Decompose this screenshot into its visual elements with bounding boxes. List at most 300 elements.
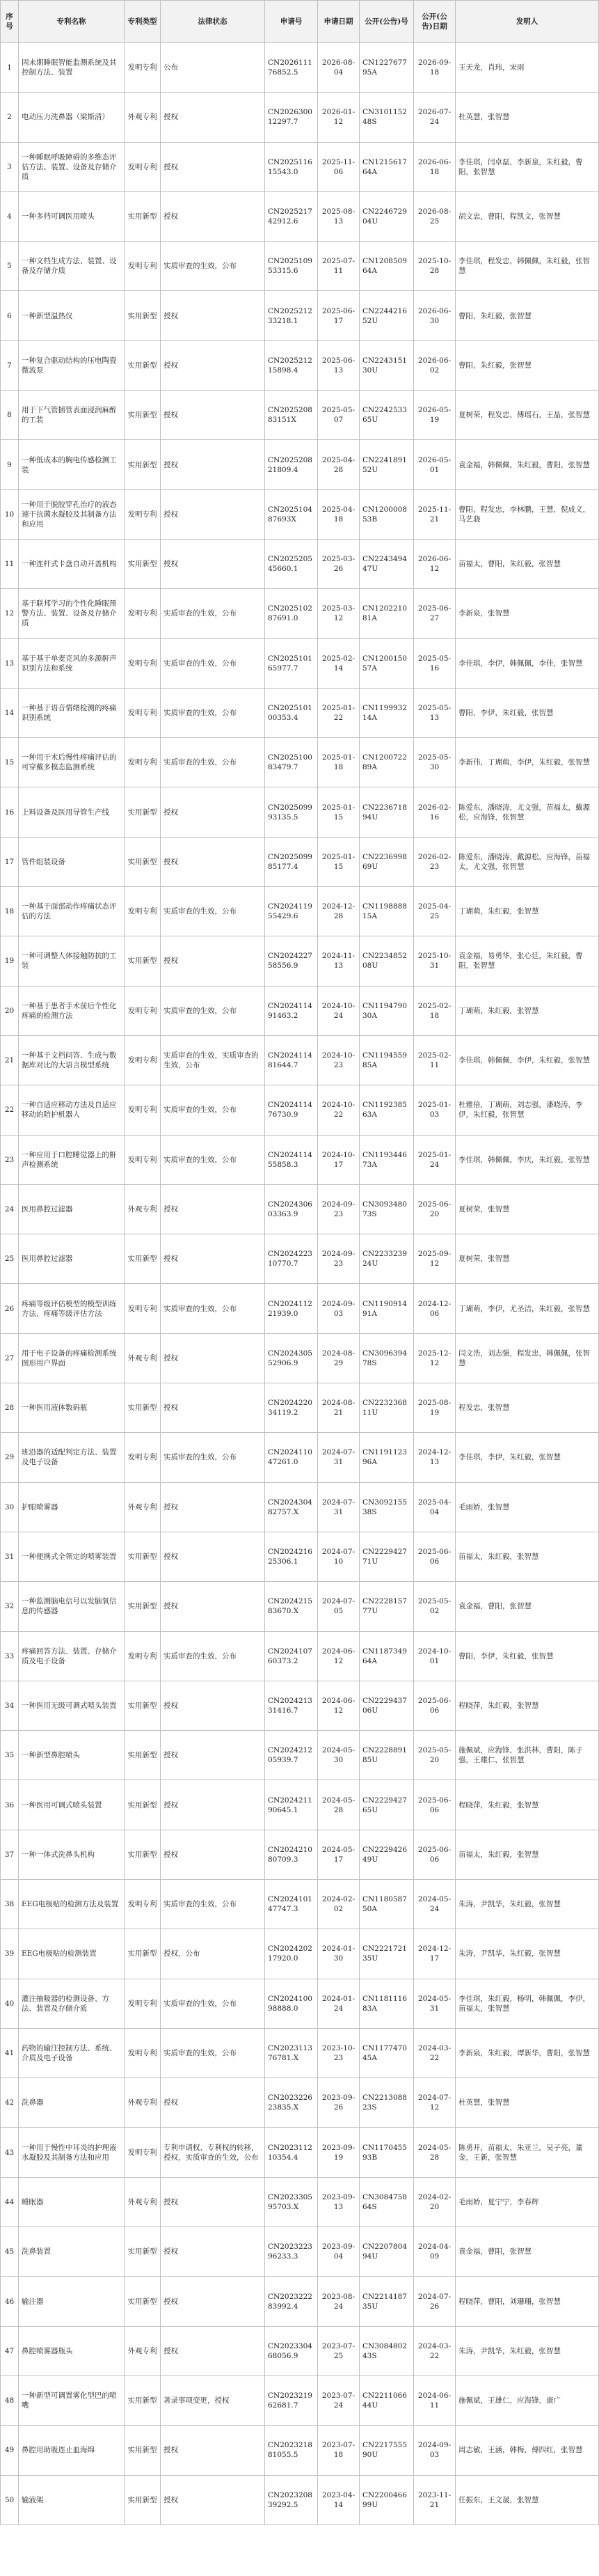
row-index-cell: 40 [1, 1979, 19, 2028]
table-row [1, 1582, 599, 1631]
publication-date-cell: 2025-01-24 [414, 1135, 456, 1184]
publication-number-cell: CN224315130U [360, 340, 414, 390]
legal-status-cell: 授权 [161, 489, 265, 539]
table-row [1, 1333, 599, 1383]
application-date-cell: 2023-07-24 [318, 2375, 360, 2425]
publication-date-cell: 2026-05-01 [414, 440, 456, 489]
publication-date-cell: 2025-05-16 [414, 638, 456, 688]
table-row [1, 887, 599, 936]
patent-type-cell: 实用新型 [125, 1234, 161, 1284]
publication-number-cell: CN223236811U [360, 1383, 414, 1433]
table-row [1, 2227, 599, 2277]
patent-name-cell: 固未期睡眠智能监测系统及其控制方法、装置 [19, 43, 125, 93]
application-number-cell: CN202509993135.5 [265, 787, 318, 837]
patent-type-cell: 实用新型 [125, 1532, 161, 1581]
legal-status-cell: 授权 [161, 1383, 265, 1433]
publication-date-cell: 2024-12-13 [414, 1433, 456, 1482]
publication-date-cell: 2025-12-12 [414, 1333, 456, 1383]
legal-status-cell: 授权 [161, 2078, 265, 2128]
patent-name-cell: 一种基于面部动作疼痛状态评估的方法 [19, 887, 125, 936]
table-row [1, 1631, 599, 1681]
legal-status-cell: 授权 [161, 1532, 265, 1581]
patent-name-cell: 上料设备及医用导管生产线 [19, 787, 125, 837]
patent-name-cell: 输注器 [19, 2277, 125, 2326]
patent-name-cell: 基于基于单麦克风的多源鼾声识别方法和系统 [19, 638, 125, 688]
publication-date-cell: 2023-11-21 [414, 2475, 456, 2524]
application-number-cell: CN202421080709.3 [265, 1830, 318, 1879]
legal-status-cell: 专利申请权、专利权的转移，授权，实质审查的生效，公布 [161, 2128, 265, 2177]
patent-name-cell: 一种便携式全领定的喷雾装置 [19, 1532, 125, 1581]
inventors-cell: 苗福太，朱红毅，张智慧 [456, 1830, 599, 1879]
publication-date-cell: 2024-04-09 [414, 2227, 456, 2277]
application-date-cell: 2024-09-03 [318, 1284, 360, 1333]
publication-number-cell: CN120072289A [360, 738, 414, 787]
publication-number-cell: CN222943706U [360, 1681, 414, 1730]
application-date-cell: 2023-07-25 [318, 2326, 360, 2375]
publication-number-cell: CN309639478S [360, 1333, 414, 1383]
row-index-cell: 28 [1, 1383, 19, 1433]
row-index-cell: 8 [1, 391, 19, 440]
publication-number-cell: CN119479030A [360, 986, 414, 1035]
patent-name-cell: 疼痛等级评估模型的模型训练方法、疼痛等级评估方法 [19, 1284, 125, 1333]
publication-date-cell: 2026-09-18 [414, 43, 456, 93]
table-row [1, 1433, 599, 1482]
row-index-cell: 31 [1, 1532, 19, 1581]
row-index-cell: 45 [1, 2227, 19, 2277]
legal-status-cell: 实质审查的生效，公布 [161, 688, 265, 737]
application-number-cell: CN202421190645.1 [265, 1780, 318, 1830]
patent-name-cell: 用于电子设备的疼痛检测系统图形用户界面 [19, 1333, 125, 1383]
patent-name-cell: 管件组装设备 [19, 837, 125, 886]
publication-number-cell: CN223485208U [360, 936, 414, 986]
application-date-cell: 2024-09-23 [318, 1234, 360, 1284]
row-index-cell: 42 [1, 2078, 19, 2128]
publication-number-cell: CN117747045A [360, 2028, 414, 2078]
application-number-cell: CN202630012297.7 [265, 93, 318, 142]
inventors-cell: 毛雨娇，夏宁宁，李春辉 [456, 2177, 599, 2226]
application-number-cell: CN202430603363.9 [265, 1184, 318, 1234]
table-row [1, 43, 599, 93]
publication-date-cell: 2024-05-24 [414, 1879, 456, 1929]
row-index-cell: 17 [1, 837, 19, 886]
patent-type-cell: 发明专利 [125, 1035, 161, 1085]
publication-number-cell: CN224349447U [360, 539, 414, 588]
legal-status-cell: 授权 [161, 2426, 265, 2475]
table-row [1, 1780, 599, 1830]
publication-date-cell: 2024-09-03 [414, 2426, 456, 2475]
patent-type-cell: 实用新型 [125, 1731, 161, 1780]
publication-date-cell: 2026-06-12 [414, 539, 456, 588]
table-row [1, 1482, 599, 1532]
table-row [1, 2128, 599, 2177]
table-row [1, 242, 599, 291]
table-body [1, 43, 599, 2525]
inventors-cell: 夏树荣，程发忠，傅瑶石，王晶，张智慧 [456, 391, 599, 440]
table-row [1, 93, 599, 142]
application-number-cell: CN202520545660.1 [265, 539, 318, 588]
legal-status-cell: 授权 [161, 1731, 265, 1780]
publication-date-cell: 2024-05-28 [414, 2128, 456, 2177]
inventors-cell: 李佳琪，闫卓磊，李新泉，朱红毅，曹阳，张智慧 [456, 142, 599, 191]
application-date-cell: 2025-07-11 [318, 242, 360, 291]
legal-status-cell: 授权 [161, 2277, 265, 2326]
patent-type-cell: 发明专利 [125, 638, 161, 688]
row-index-cell: 35 [1, 1731, 19, 1780]
publication-date-cell: 2024-12-17 [414, 1929, 456, 1979]
legal-status-cell: 实质审查的生效，公布 [161, 242, 265, 291]
publication-number-cell: CN221755590U [360, 2426, 414, 2475]
application-number-cell: CN202521215898.4 [265, 340, 318, 390]
patent-name-cell: 疼痛回答方法、装置、存储介质及电子设备 [19, 1631, 125, 1681]
application-date-cell: 2023-07-18 [318, 2426, 360, 2475]
application-number-cell: CN202422758556.9 [265, 936, 318, 986]
application-number-cell: CN202521742912.6 [265, 191, 318, 241]
row-index-cell: 12 [1, 589, 19, 638]
table-row [1, 1731, 599, 1780]
inventors-cell: 丁瑚萌，李伊，尤圣洁，朱红毅，张智慧 [456, 1284, 599, 1333]
patent-type-cell: 发明专利 [125, 688, 161, 737]
application-date-cell: 2024-10-24 [318, 986, 360, 1035]
table-row [1, 2277, 599, 2326]
patent-name-cell: EEG电极贴的检测方法及装置 [19, 1879, 125, 1929]
application-date-cell: 2025-04-28 [318, 440, 360, 489]
table-row [1, 2028, 599, 2078]
legal-status-cell: 授权 [161, 2227, 265, 2277]
legal-status-cell: 实质审查的生效，公布 [161, 1979, 265, 2028]
application-number-cell: CN202510100353.4 [265, 688, 318, 737]
row-index-cell: 50 [1, 2475, 19, 2524]
application-number-cell: CN202410147747.3 [265, 1879, 318, 1929]
inventors-cell: 李佳琪，韩佩佩，李庆，朱红毅，张智慧 [456, 1135, 599, 1184]
inventors-cell: 李佳琪，李伊，朱红毅，张智慧 [456, 1433, 599, 1482]
patent-name-cell: 一种基于文档问答、生成与数据库对比的大语言模型系统 [19, 1035, 125, 1085]
application-date-cell: 2025-05-07 [318, 391, 360, 440]
inventors-cell: 曹阳，朱红毅，张智慧 [456, 340, 599, 390]
publication-number-cell: CN119344673A [360, 1135, 414, 1184]
application-date-cell: 2026-01-12 [318, 93, 360, 142]
patent-name-cell: 护眼喷雾器 [19, 1482, 125, 1532]
patent-type-cell: 实用新型 [125, 340, 161, 390]
publication-date-cell: 2025-08-19 [414, 1383, 456, 1433]
table-row [1, 1929, 599, 1979]
row-index-cell: 27 [1, 1333, 19, 1383]
publication-date-cell: 2025-05-13 [414, 688, 456, 737]
row-index-cell: 49 [1, 2426, 19, 2475]
patent-name-cell: 基于联邦学习的个性化睡眠预警方法、装置、设备及存储介质 [19, 589, 125, 638]
application-number-cell: CN202430482757.X [265, 1482, 318, 1532]
header-row [1, 1, 599, 43]
inventors-cell: 陈爱东，潘晓涛，尤文强，苗福太，戴源松，应海锋，张智慧 [456, 787, 599, 837]
row-index-cell: 48 [1, 2375, 19, 2425]
patent-type-cell: 实用新型 [125, 2227, 161, 2277]
patent-type-cell: 发明专利 [125, 43, 161, 93]
legal-status-cell: 授权 [161, 142, 265, 191]
table-row [1, 191, 599, 241]
header-patent-name: 专利名称 [19, 1, 125, 43]
publication-date-cell: 2026-08-25 [414, 191, 456, 241]
inventors-cell: 杜雅倍，丁瑚萌，刘志强，潘晓涛，李伊，朱红毅，张智慧 [456, 1085, 599, 1135]
application-number-cell: CN202422034119.2 [265, 1383, 318, 1433]
application-date-cell: 2024-07-10 [318, 1532, 360, 1581]
application-number-cell: CN202330595703.X [265, 2177, 318, 2226]
inventors-cell: 夏树荣，张智慧 [456, 1184, 599, 1234]
publication-number-cell: CN122767795A [360, 43, 414, 93]
legal-status-cell: 实质审查的生效，公布 [161, 887, 265, 936]
publication-date-cell: 2025-05-20 [414, 1731, 456, 1780]
application-date-cell: 2025-06-13 [318, 340, 360, 390]
row-index-cell: 3 [1, 142, 19, 191]
application-date-cell: 2024-06-12 [318, 1631, 360, 1681]
publication-date-cell: 2025-10-28 [414, 242, 456, 291]
legal-status-cell: 授权 [161, 1234, 265, 1284]
patent-name-cell: 一种医用可调式喷头装置 [19, 1780, 125, 1830]
table-row [1, 1532, 599, 1581]
inventors-cell: 周志敏，王涵，韩梅，傅四红，张智慧 [456, 2426, 599, 2475]
patent-type-cell: 发明专利 [125, 738, 161, 787]
patent-name-cell: 一种连杆式卡盘自动开盖机构 [19, 539, 125, 588]
application-date-cell: 2024-02-02 [318, 1879, 360, 1929]
patent-type-cell: 外观专利 [125, 2177, 161, 2226]
application-number-cell: CN202411476730.9 [265, 1085, 318, 1135]
publication-number-cell: CN309215538S [360, 1482, 414, 1532]
application-date-cell: 2023-09-26 [318, 2078, 360, 2128]
publication-number-cell: CN224253365U [360, 391, 414, 440]
application-number-cell: CN202411221939.0 [265, 1284, 318, 1333]
publication-number-cell: CN119091491A [360, 1284, 414, 1333]
application-number-cell: CN202510083479.7 [265, 738, 318, 787]
patent-name-cell: 一种基于语音情绪检测的疼痛识别系统 [19, 688, 125, 737]
publication-number-cell: CN120850964A [360, 242, 414, 291]
patent-name-cell: 睡眠器 [19, 2177, 125, 2226]
application-number-cell: CN202320839292.5 [265, 2475, 318, 2524]
application-number-cell: CN202411481644.7 [265, 1035, 318, 1085]
application-date-cell: 2025-03-26 [318, 539, 360, 588]
inventors-cell: 朱涛，尹凯华，朱红毅，张智慧 [456, 1929, 599, 1979]
publication-number-cell: CN222942765U [360, 1780, 414, 1830]
application-date-cell: 2024-05-30 [318, 1731, 360, 1780]
inventors-cell: 曹阳，程发忠，李林鹏，王慧，倪成义，马艺骁 [456, 489, 599, 539]
legal-status-cell: 授权 [161, 291, 265, 340]
application-number-cell: CN202510953315.6 [265, 242, 318, 291]
publication-date-cell: 2024-06-11 [414, 2375, 456, 2425]
legal-status-cell: 实质审查的生效，公布 [161, 738, 265, 787]
publication-date-cell: 2024-07-26 [414, 2277, 456, 2326]
application-date-cell: 2023-09-19 [318, 2128, 360, 2177]
application-number-cell: CN202411455858.3 [265, 1135, 318, 1184]
row-index-cell: 21 [1, 1035, 19, 1085]
row-index-cell: 37 [1, 1830, 19, 1879]
publication-date-cell: 2024-03-22 [414, 2028, 456, 2078]
publication-date-cell: 2026-06-02 [414, 340, 456, 390]
patent-type-cell: 发明专利 [125, 1433, 161, 1482]
publication-number-cell: CN120000853B [360, 489, 414, 539]
row-index-cell: 10 [1, 489, 19, 539]
application-date-cell: 2024-06-12 [318, 1681, 360, 1730]
publication-date-cell: 2024-12-06 [414, 1284, 456, 1333]
table-row [1, 1979, 599, 2028]
inventors-cell: 李新泉，朱红毅，谭新华，曹阳，张智慧 [456, 2028, 599, 2078]
table-row [1, 340, 599, 390]
inventors-cell: 程发忠，张智慧 [456, 1383, 599, 1433]
legal-status-cell: 授权 [161, 936, 265, 986]
inventors-cell: 袁金福，曹阳，张智慧 [456, 2227, 599, 2277]
row-index-cell: 30 [1, 1482, 19, 1532]
row-index-cell: 22 [1, 1085, 19, 1135]
application-date-cell: 2024-05-17 [318, 1830, 360, 1879]
table-row [1, 688, 599, 737]
patent-name-cell: 一种医用液体数码瓶 [19, 1383, 125, 1433]
table-row [1, 2078, 599, 2128]
publication-number-cell: CN120015057A [360, 638, 414, 688]
patent-type-cell: 发明专利 [125, 142, 161, 191]
publication-number-cell: CN224189152U [360, 440, 414, 489]
table-row [1, 1879, 599, 1929]
patent-type-cell: 发明专利 [125, 1284, 161, 1333]
application-number-cell: CN202421583670.X [265, 1582, 318, 1631]
legal-status-cell: 授权 [161, 1582, 265, 1631]
application-number-cell: CN202510287691.0 [265, 589, 318, 638]
header-index: 序号 [1, 1, 19, 43]
publication-number-cell: CN222815777U [360, 1582, 414, 1631]
inventors-cell: 程晓萍，朱红毅，张智慧 [456, 1780, 599, 1830]
legal-status-cell: 授权 [161, 1333, 265, 1383]
patent-type-cell: 外观专利 [125, 93, 161, 142]
row-index-cell: 38 [1, 1879, 19, 1929]
patent-type-cell: 实用新型 [125, 1582, 161, 1631]
inventors-cell: 曹阳，李伊，朱红毅，张智慧 [456, 688, 599, 737]
publication-number-cell: CN222942649U [360, 1830, 414, 1879]
publication-date-cell: 2026-02-16 [414, 787, 456, 837]
table-row [1, 391, 599, 440]
header-application-number: 申请号 [265, 1, 318, 43]
header-inventors: 发明人 [456, 1, 599, 43]
application-date-cell: 2024-09-23 [318, 1184, 360, 1234]
publication-number-cell: CN119888815A [360, 887, 414, 936]
patent-type-cell: 发明专利 [125, 589, 161, 638]
patent-name-cell: 一种用于术后慢性疼痛评估的可穿戴多模态监测系统 [19, 738, 125, 787]
inventors-cell: 陈勇开，苗福太，朱亚兰，吴子亮，董金，王新，张智慧 [456, 2128, 599, 2177]
publication-date-cell: 2025-02-11 [414, 1035, 456, 1085]
publication-date-cell: 2025-06-06 [414, 1780, 456, 1830]
row-index-cell: 25 [1, 1234, 19, 1284]
patent-type-cell: 发明专利 [125, 2028, 161, 2078]
inventors-cell: 杜英慧，张智慧 [456, 2078, 599, 2128]
legal-status-cell: 实质审查的生效，公布 [161, 1135, 265, 1184]
publication-date-cell: 2025-09-12 [414, 1234, 456, 1284]
patent-name-cell: 一种自适应移动方法及自适应移动的陪护机器人 [19, 1085, 125, 1135]
header-publication-number: 公开(公告)号 [360, 1, 414, 43]
table-row [1, 1681, 599, 1730]
table-row [1, 837, 599, 886]
patent-name-cell: 医用鼻腔过滤器 [19, 1234, 125, 1284]
row-index-cell: 4 [1, 191, 19, 241]
patent-name-cell: 一种基于患者手术前后个性化疼痛的检测方法 [19, 986, 125, 1035]
legal-status-cell: 授权 [161, 787, 265, 837]
row-index-cell: 9 [1, 440, 19, 489]
patent-type-cell: 发明专利 [125, 1879, 161, 1929]
row-index-cell: 46 [1, 2277, 19, 2326]
inventors-cell: 杜英慧，张智慧 [456, 93, 599, 142]
patent-name-cell: 一种监测脑电信号以发脑氧信息的传感器 [19, 1582, 125, 1631]
inventors-cell: 苗福太，朱红毅，张智慧 [456, 1532, 599, 1581]
inventors-cell: 苗福太，曹阳，朱红毅，张智慧 [456, 539, 599, 588]
inventors-cell: 丁瑚萌，朱红毅，张智慧 [456, 986, 599, 1035]
publication-number-cell: CN224421652U [360, 291, 414, 340]
table-row [1, 638, 599, 688]
application-number-cell: CN202421625306.1 [265, 1532, 318, 1581]
patent-type-cell: 实用新型 [125, 1830, 161, 1879]
table-row [1, 2426, 599, 2475]
table-row [1, 787, 599, 837]
legal-status-cell: 著录事项变更，授权 [161, 2375, 265, 2425]
application-number-cell: CN202322396233.3 [265, 2227, 318, 2277]
application-date-cell: 2024-07-05 [318, 1582, 360, 1631]
table-row [1, 142, 599, 191]
publication-date-cell: 2025-06-20 [414, 1184, 456, 1234]
row-index-cell: 24 [1, 1184, 19, 1234]
patent-name-cell: 鼻腔喷雾器瓶头 [19, 2326, 125, 2375]
table-row [1, 2475, 599, 2524]
application-date-cell: 2025-08-13 [318, 191, 360, 241]
patent-type-cell: 发明专利 [125, 1085, 161, 1135]
publication-number-cell: CN308475864S [360, 2177, 414, 2226]
patent-type-cell: 实用新型 [125, 1780, 161, 1830]
row-index-cell: 16 [1, 787, 19, 837]
publication-number-cell: CN221106644U [360, 2375, 414, 2425]
row-index-cell: 11 [1, 539, 19, 588]
table-row [1, 986, 599, 1035]
row-index-cell: 14 [1, 688, 19, 737]
patent-name-cell: 一种多档可调医用喷头 [19, 191, 125, 241]
patent-name-cell: EEG电极贴的检测装置 [19, 1929, 125, 1979]
publication-date-cell: 2025-10-31 [414, 936, 456, 986]
inventors-cell: 李佳琪，韩佩佩，李伊，朱红毅，张智慧 [456, 1035, 599, 1085]
application-number-cell: CN202509985177.4 [265, 837, 318, 886]
publication-date-cell: 2025-05-02 [414, 1582, 456, 1631]
table-row [1, 1234, 599, 1284]
publication-number-cell: CN220046699U [360, 2475, 414, 2524]
publication-number-cell: CN119238563A [360, 1085, 414, 1135]
patent-name-cell: 一种用于脱胶穿孔治疗的液态速干抗菌水凝胶及其制备方法和应用 [19, 489, 125, 539]
publication-number-cell: CN308480243S [360, 2326, 414, 2375]
patent-name-cell: 灌注抽吸器的检测设备、方法、装置及存储介质 [19, 1979, 125, 2028]
legal-status-cell: 实质审查的生效，公布 [161, 1879, 265, 1929]
publication-date-cell: 2025-06-06 [414, 1681, 456, 1730]
patent-name-cell: 一种睡眠呼吸障碍的多维态评估方法、装置、设备及存储介质 [19, 142, 125, 191]
row-index-cell: 32 [1, 1582, 19, 1631]
application-number-cell: CN202321881055.5 [265, 2426, 318, 2475]
application-date-cell: 2025-01-15 [318, 837, 360, 886]
table-row [1, 1284, 599, 1333]
application-date-cell: 2024-08-29 [318, 1333, 360, 1383]
application-number-cell: CN202411047261.0 [265, 1433, 318, 1482]
application-date-cell: 2024-10-23 [318, 1035, 360, 1085]
row-index-cell: 7 [1, 340, 19, 390]
legal-status-cell: 实质审查的生效，公布 [161, 2028, 265, 2078]
patent-name-cell: 用于下气管插管表面浸润麻醉的工装 [19, 391, 125, 440]
publication-number-cell: CN119455985A [360, 1035, 414, 1085]
patent-type-cell: 实用新型 [125, 787, 161, 837]
patent-type-cell: 实用新型 [125, 391, 161, 440]
row-index-cell: 20 [1, 986, 19, 1035]
inventors-cell: 朱涛，尹凯华，朱红毅，张智慧 [456, 2326, 599, 2375]
application-number-cell: CN202410098888.0 [265, 1979, 318, 2028]
publication-number-cell: CN223671894U [360, 787, 414, 837]
legal-status-cell: 实质审查的生效，公布 [161, 1085, 265, 1135]
inventors-cell: 施佩斌，王雄仁，应海锋，康广 [456, 2375, 599, 2425]
patent-type-cell: 实用新型 [125, 1383, 161, 1433]
table-row [1, 2375, 599, 2425]
